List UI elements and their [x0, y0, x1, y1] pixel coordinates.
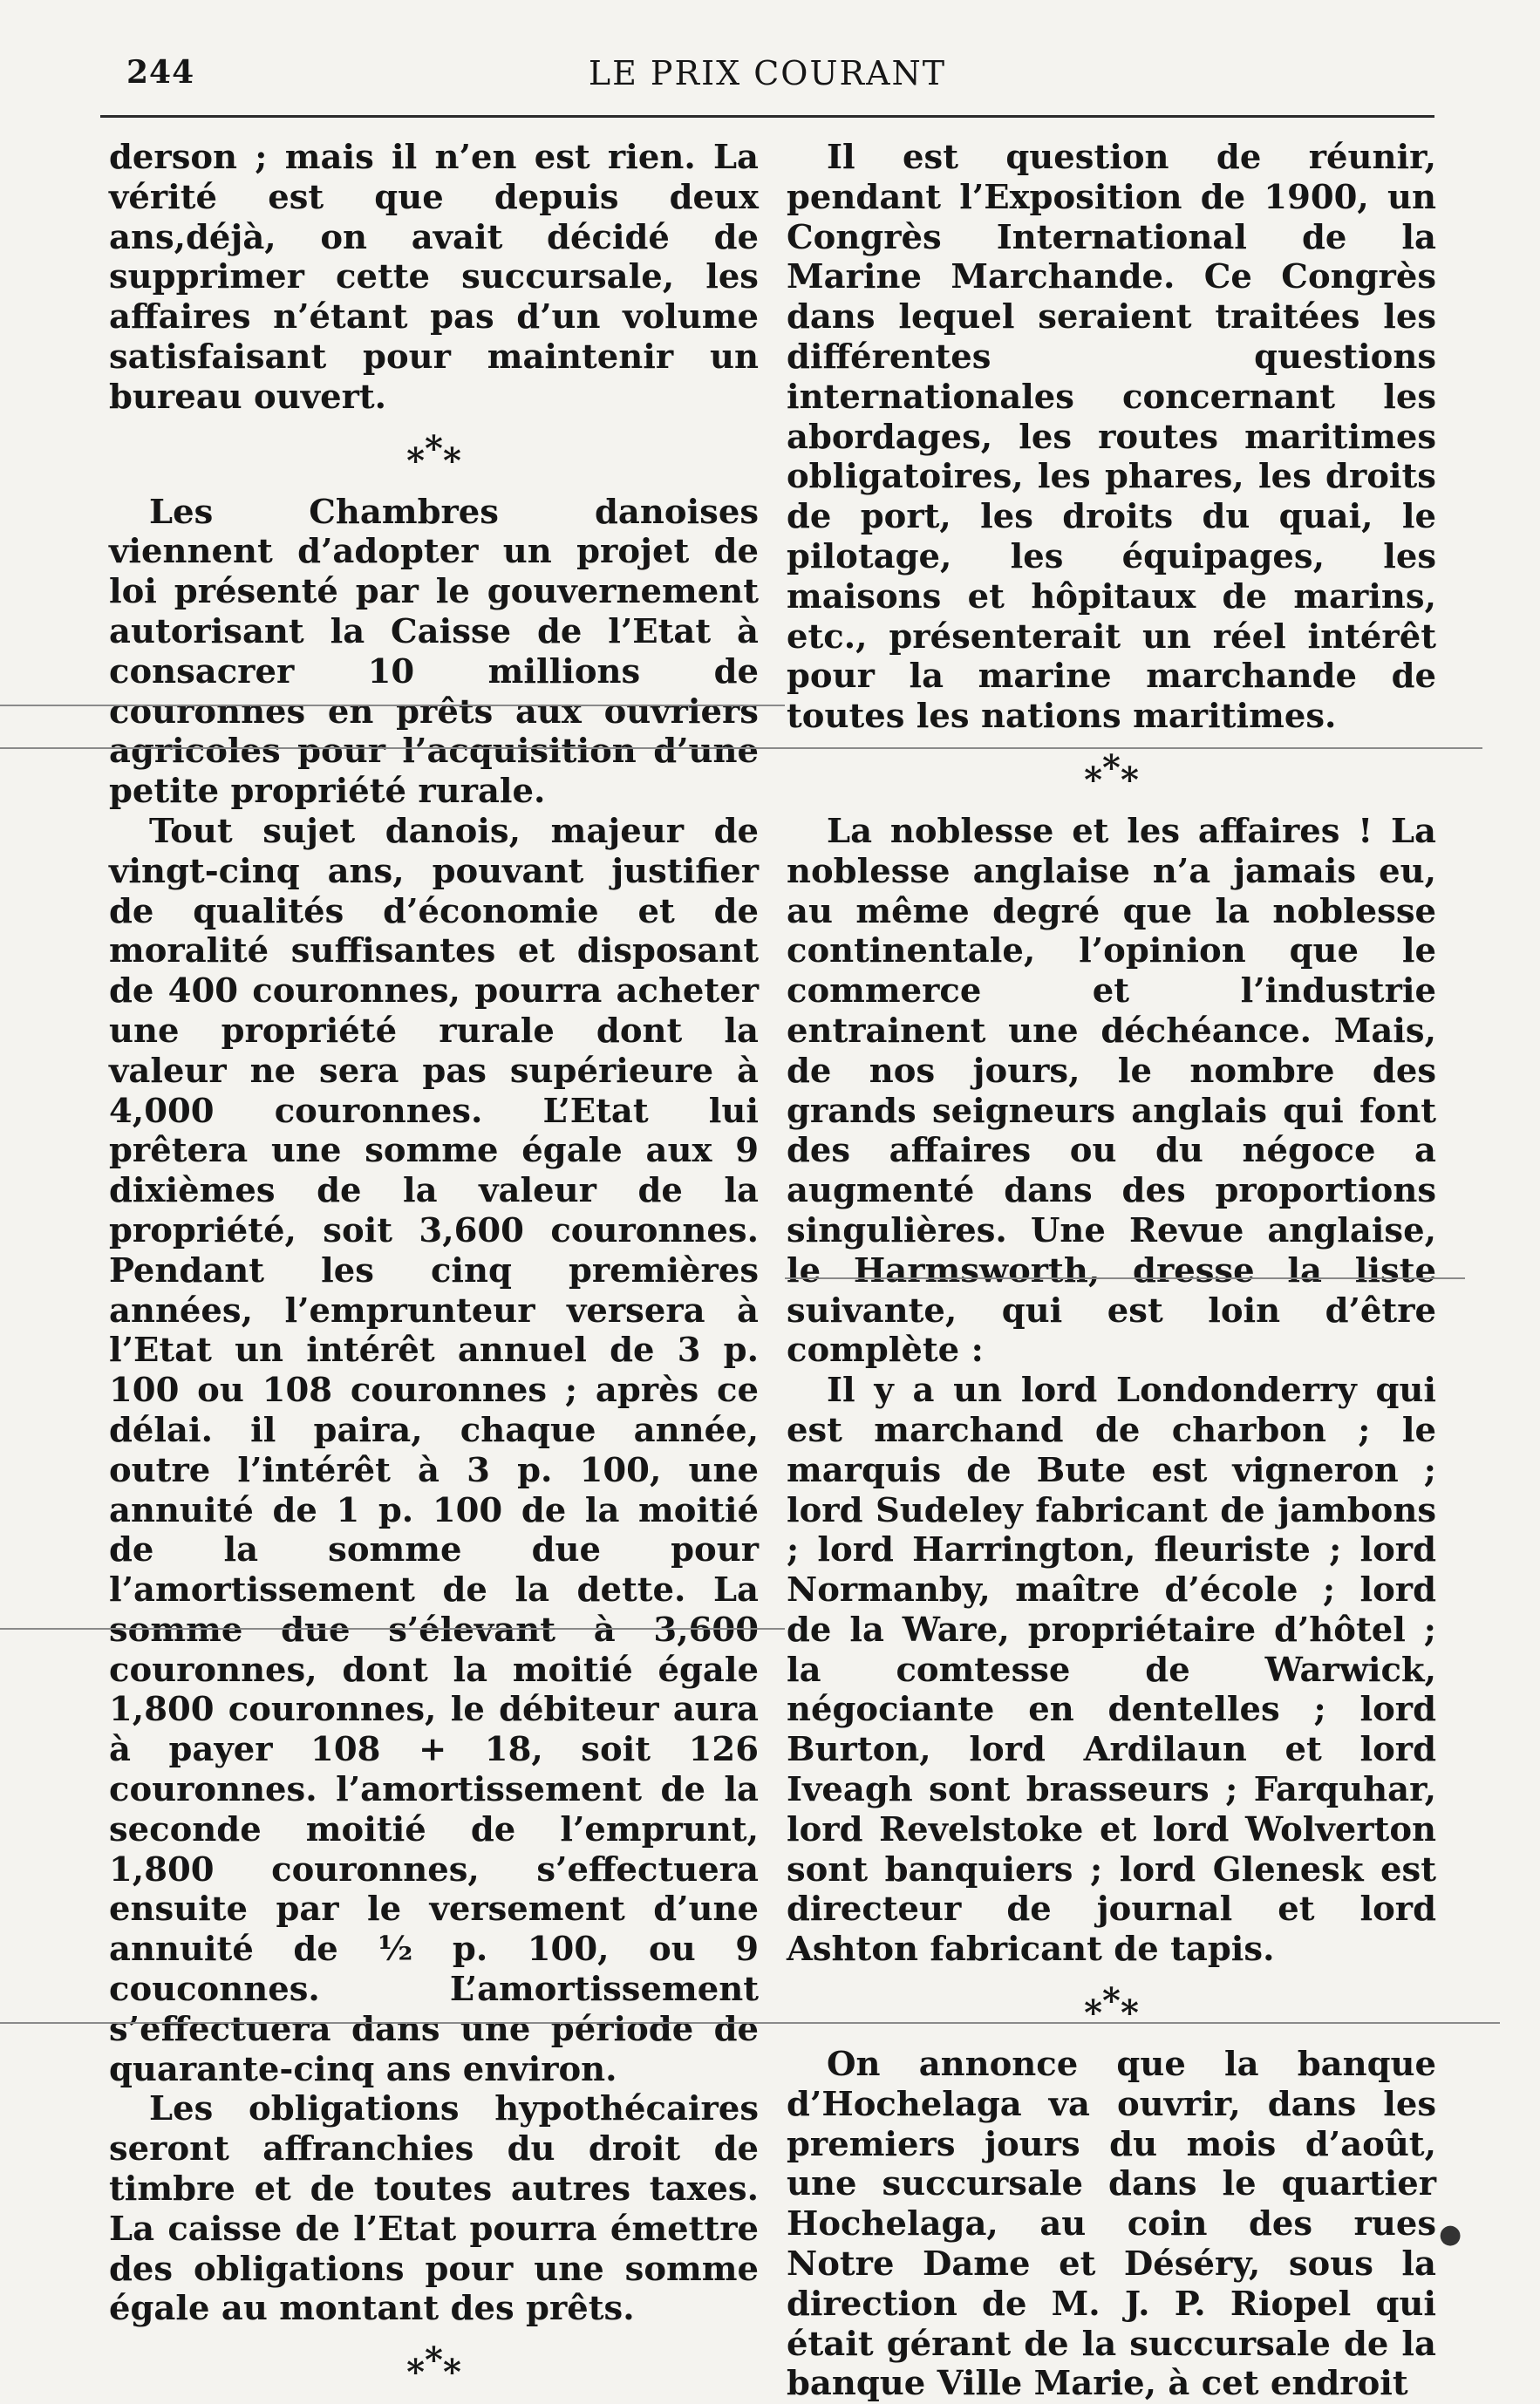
article-paragraph: Il est question de réunir, pendant l’Exposition de 1900, un Congrès International de la Marine Marchande. Ce Congrès dans lequel seraient traitées les différentes questions internationales concernant les abordages, les routes maritimes obligatoires, les phares, les droits de port, les droits du quai, le pilotage, les équipages, les maisons et hôpitaux de marins, etc., présenterait un réel intérêt pour la marine marchande de toutes les nations maritimes. — [787, 138, 1436, 737]
scan-artifact-line — [785, 1277, 1465, 1279]
scan-artifact-line — [0, 2022, 1500, 2024]
article-paragraph: derson ; mais il n’en est rien. La vérité est que depuis deux ans,déjà, on avait décidé de supprimer cette succursale, les affaires n’étant pas d’un volume satisfaisant pour maintenir un bureau ouvert. — [109, 138, 759, 417]
article-paragraph: Les obligations hypothécaires seront affranchies du droit de timbre et de toutes autres taxes. La caisse de l’Etat pourra émettre des obligations pour une somme égale au montant des prêts. — [109, 2089, 759, 2329]
scan-artifact-line — [0, 747, 1482, 749]
article-paragraph: Tout sujet danois, majeur de vingt-cinq ans, pouvant justifier de qualités d’économie et de moralité suffisantes et disposant de 400 couronnes, pourra acheter une propriété rurale dont la valeur ne sera pas supérieure à 4,000 couronnes. L’Etat lui prêtera une somme égale aux 9 dixièmes de la valeur de la propriété, soit 3,600 couronnes. Pendant les cinq premières années, l’emprunteur versera à l’Etat un intérêt annuel de 3 p. 100 ou 108 couronnes ; après ce délai. il paira, chaque année, outre l’intérêt à 3 p. 100, une annuité de 1 p. 100 de la moitié de la somme due pour l’amortissement de la dette. La somme due s’élevant à 3,600 couronnes, dont la moitié égale 1,800 couronnes, le débiteur aura à payer 108 + 18, soit 126 couronnes. l’amortissement de la seconde moitié de l’emprunt, 1,800 couronnes, s’effectuera ensuite par le versement d’une annuité de ½ p. 100, ou 9 couconnes. L’amortissement s’effectuera dans une période de quarante-cinq ans environ. — [109, 811, 759, 2089]
header-rule — [100, 115, 1434, 118]
article-paragraph: On annonce que la banque d’Hochelaga va ouvrir, dans les premiers jours du mois d’août, une succursale dans le quartier Hochelaga, au coin des rues Notre Dame et Déséry, sous la direction de M. J. P. Riopel qui était gérant de la succursale de la banque Ville Marie, à cet endroit — [787, 2045, 1436, 2404]
scan-artifact-line — [0, 1628, 785, 1630]
page-number: 244 — [126, 54, 195, 91]
running-title: LE PRIX COURANT — [588, 54, 947, 92]
right-column — [787, 138, 1436, 2404]
section-separator: *** — [1084, 746, 1139, 800]
page-header — [100, 54, 1434, 103]
section-separator: *** — [406, 2339, 461, 2394]
section-separator: *** — [1084, 1980, 1139, 2034]
ink-dot-mark: ● — [1439, 2219, 1462, 2250]
section-separator: *** — [406, 427, 461, 481]
article-paragraph: Les Chambres danoises viennent d’adopter un projet de loi présenté par le gouvernement autorisant la Caisse de l’Etat à consacrer 10 millions de couronnes en prêts aux ouvriers agricoles pour l’acquisition d’une petite propriété rurale. — [109, 492, 759, 812]
article-paragraph: La noblesse et les affaires ! La noblesse anglaise n’a jamais eu, au même degré que la noblesse continentale, l’opinion que le commerce et l’industrie entrainent une déchéance. Mais, de nos jours, le nombre des grands seigneurs anglais qui font des affaires ou du négoce a augmenté dans des proportions singulières. Une Revue anglaise, le Harmsworth, dresse la liste suivante, qui est loin d’être complète : — [787, 811, 1436, 1371]
left-column — [109, 138, 759, 2404]
article-paragraph: Il y a un lord Londonderry qui est marchand de charbon ; le marquis de Bute est vigneron ; lord Sudeley fabricant de jambons ; lord Harrington, fleuriste ; lord Normanby, maître d’école ; lord de la Ware, propriétaire d’hôtel ; la comtesse de Warwick, négociante en dentelles ; lord Burton, lord Ardilaun et lord Iveagh sont brasseurs ; Farquhar, lord Revelstoke et lord Wolverton sont banquiers ; lord Glenesk est directeur de journal et lord Ashton fabricant de tapis. — [787, 1371, 1436, 1970]
scan-artifact-line — [0, 705, 785, 706]
